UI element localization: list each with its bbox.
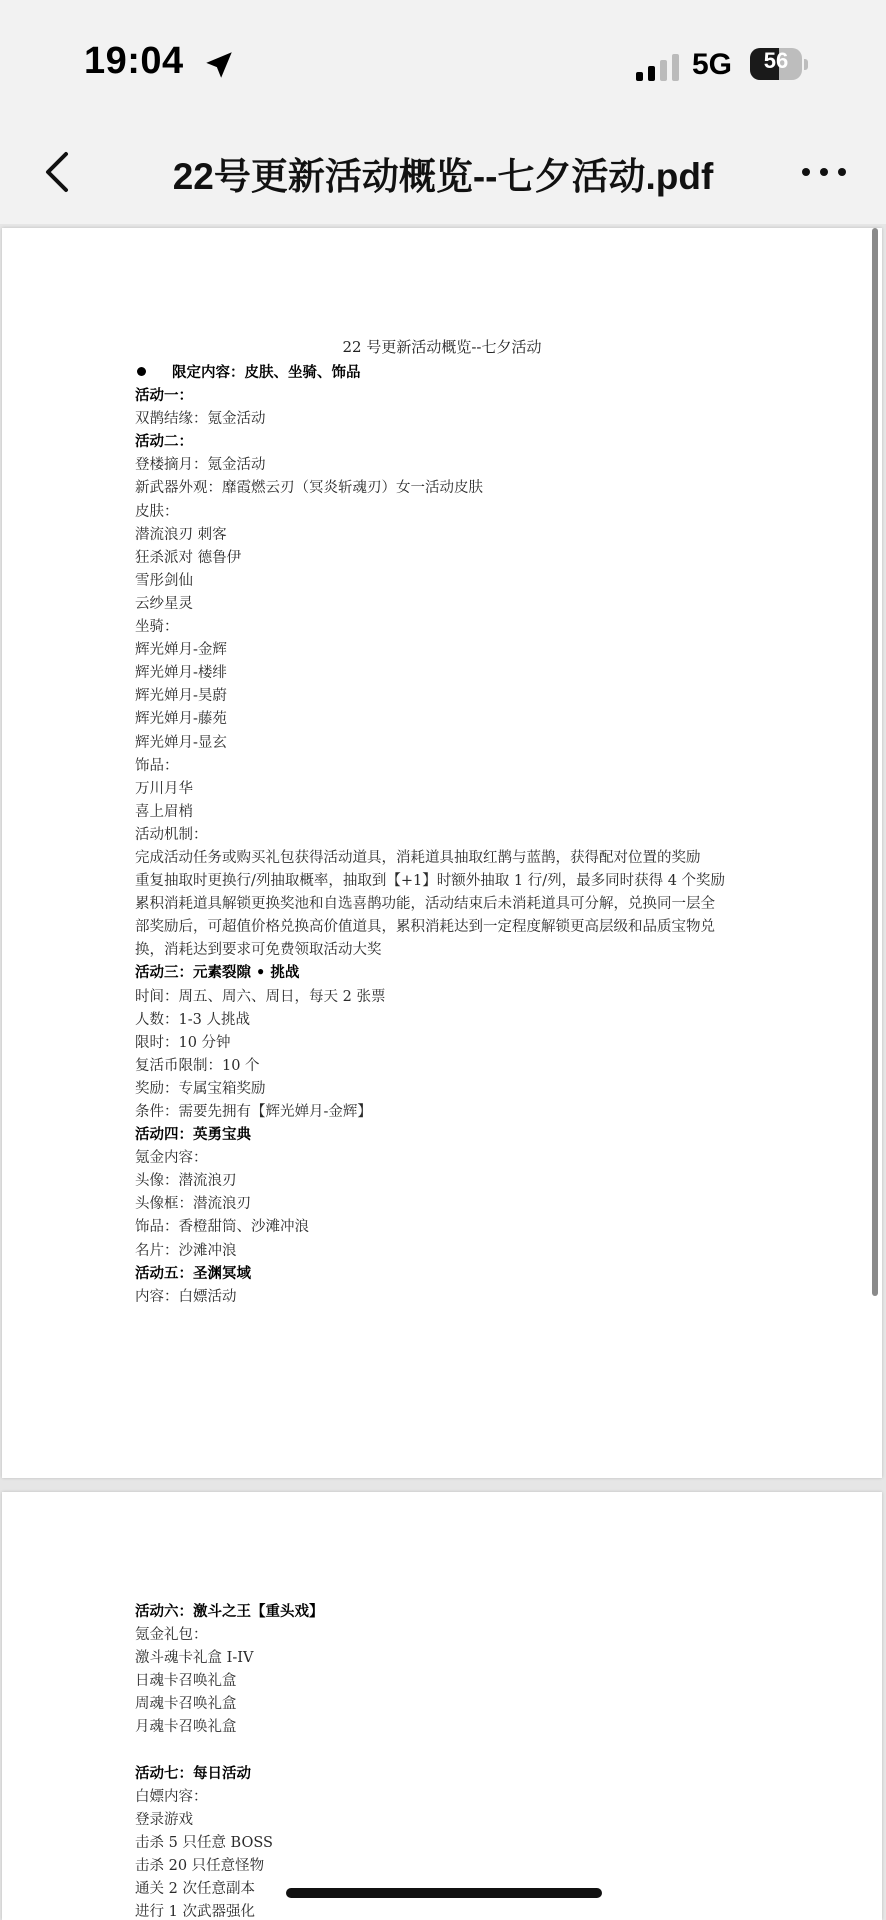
text-line bbox=[135, 731, 725, 754]
text-line bbox=[135, 1146, 725, 1169]
text-line bbox=[135, 754, 725, 777]
text-line bbox=[135, 615, 725, 638]
text-line-content: 双鹊结缘：氪金活动 bbox=[135, 411, 266, 428]
text-line bbox=[135, 846, 725, 869]
text-line bbox=[135, 546, 725, 569]
text-line bbox=[135, 1600, 324, 1623]
text-line-content: 限定内容：皮肤、坐骑、饰品 bbox=[172, 364, 361, 381]
text-line bbox=[135, 592, 725, 615]
text-line-content: 奖励：专属宝箱奖励 bbox=[135, 1080, 266, 1097]
text-line bbox=[135, 1054, 725, 1077]
text-line-content: 喜上眉梢 bbox=[135, 803, 193, 820]
text-line bbox=[135, 1785, 324, 1808]
location-arrow-icon bbox=[202, 48, 236, 82]
text-line bbox=[135, 1762, 324, 1785]
text-line-content: 重复抽取时更换行/列抽取概率，抽取到【+1】时额外抽取 1 行/列，最多同时获得 4 个奖励 bbox=[135, 873, 726, 890]
text-line bbox=[135, 915, 725, 938]
text-line bbox=[135, 1669, 324, 1692]
text-line-content: 活动一： bbox=[135, 387, 193, 405]
text-line-content: 坐骑： bbox=[135, 619, 179, 636]
text-line-content: 辉光婵月-藤苑 bbox=[135, 711, 227, 728]
text-line bbox=[135, 1192, 725, 1215]
text-line bbox=[135, 1285, 725, 1308]
text-line-content: 击杀 5 只任意 BOSS bbox=[135, 1834, 273, 1851]
text-line bbox=[135, 1715, 324, 1738]
text-line bbox=[135, 1077, 725, 1100]
text-line-content: 辉光婵月-显玄 bbox=[135, 734, 227, 751]
text-line-content: 活动七：每日活动 bbox=[135, 1764, 251, 1782]
text-line-content: 新武器外观：靡霞燃云刃（冥炎斩魂刃）女一活动皮肤 bbox=[135, 480, 483, 497]
text-line-content: 完成活动任务或购买礼包获得活动道具，消耗道具抽取红鹊与蓝鹊，获得配对位置的奖励 bbox=[135, 849, 701, 866]
text-line bbox=[135, 938, 725, 961]
text-line bbox=[135, 1854, 324, 1877]
text-line-content: 月魂卡召唤礼盒 bbox=[135, 1719, 237, 1736]
text-line bbox=[135, 1100, 725, 1123]
text-line bbox=[135, 823, 725, 846]
text-line bbox=[135, 800, 725, 823]
bullet-icon bbox=[137, 367, 146, 376]
text-line-content: 饰品： bbox=[135, 757, 179, 774]
text-line bbox=[135, 1646, 324, 1669]
text-line-content: 内容：白嫖活动 bbox=[135, 1288, 237, 1305]
text-line-content: 活动四：英勇宝典 bbox=[135, 1126, 251, 1144]
text-line-content: 周魂卡召唤礼盒 bbox=[135, 1696, 237, 1713]
battery-icon bbox=[750, 48, 808, 82]
text-line-content: 登楼摘月：氪金活动 bbox=[135, 457, 266, 474]
page-1-text bbox=[135, 361, 725, 1308]
status-time: 19:04 bbox=[84, 40, 184, 82]
text-line-content: 日魂卡召唤礼盒 bbox=[135, 1673, 237, 1690]
text-line-content: 换，消耗达到要求可免费领取活动大奖 bbox=[135, 942, 382, 959]
text-line-content: 活动二： bbox=[135, 433, 193, 451]
text-line bbox=[135, 1623, 324, 1646]
text-line bbox=[135, 1900, 324, 1920]
text-line bbox=[135, 1031, 725, 1054]
text-line bbox=[135, 476, 725, 499]
text-line-content: 狂杀派对 德鲁伊 bbox=[135, 549, 242, 566]
text-line bbox=[135, 985, 725, 1008]
pdf-page-1[interactable] bbox=[2, 228, 882, 1478]
text-line bbox=[135, 1215, 725, 1238]
text-line bbox=[135, 430, 725, 453]
text-line-content: 部奖励后，可超值价格兑换高价值道具，累积消耗达到一定程度解锁更高层级和品质宝物兑 bbox=[135, 919, 715, 936]
text-line-content: 头像：潜流浪刃 bbox=[135, 1173, 237, 1190]
text-line-content: 活动六：激斗之王【重头戏】 bbox=[135, 1603, 324, 1620]
document-heading: 22 号更新活动概览--七夕活动 bbox=[342, 338, 542, 356]
text-line-content: 云纱星灵 bbox=[135, 595, 193, 612]
text-line bbox=[135, 684, 725, 707]
text-line-content: 辉光婵月-楼绯 bbox=[135, 665, 227, 682]
text-line bbox=[135, 892, 725, 915]
network-type: 5G bbox=[692, 48, 733, 81]
text-line-content: 头像框：潜流浪刃 bbox=[135, 1196, 251, 1213]
text-line bbox=[135, 1739, 324, 1762]
text-line-content: 辉光婵月-昊蔚 bbox=[135, 688, 227, 705]
home-indicator[interactable] bbox=[286, 1888, 602, 1898]
text-line-content: 激斗魂卡礼盒 I-IV bbox=[135, 1650, 254, 1667]
text-line bbox=[135, 523, 725, 546]
text-line bbox=[135, 361, 725, 384]
text-line-content: 活动五：圣渊冥域 bbox=[135, 1264, 251, 1282]
text-line bbox=[135, 707, 725, 730]
cellular-signal-icon bbox=[636, 54, 682, 84]
more-options-icon[interactable] bbox=[794, 142, 854, 202]
status-bar bbox=[0, 0, 886, 120]
scrollbar[interactable] bbox=[872, 228, 878, 1296]
text-line-content: 万川月华 bbox=[135, 780, 193, 797]
text-line-content: 限时：10 分钟 bbox=[135, 1034, 231, 1051]
text-line bbox=[135, 777, 725, 800]
text-line-content: 饰品：香橙甜筒、沙滩冲浪 bbox=[135, 1219, 309, 1236]
text-line-content: 累积消耗道具解锁更换奖池和自选喜鹊功能，活动结束后未消耗道具可分解，兑换同一层全 bbox=[135, 896, 715, 913]
text-line bbox=[135, 569, 725, 592]
text-line bbox=[135, 1123, 725, 1146]
text-line-content: 进行 1 次武器强化 bbox=[135, 1904, 255, 1920]
text-line-content: 人数：1-3 人挑战 bbox=[135, 1011, 250, 1028]
pdf-page-2[interactable] bbox=[2, 1492, 882, 1920]
text-line bbox=[135, 453, 725, 476]
text-line bbox=[135, 1262, 725, 1285]
text-line-content: 活动三：元素裂隙 • 挑战 bbox=[135, 964, 300, 982]
text-line-content: 时间：周五、周六、周日，每天 2 张票 bbox=[135, 988, 386, 1005]
nav-bar bbox=[0, 120, 886, 224]
text-line-content: 潜流浪刃 刺客 bbox=[135, 526, 227, 543]
text-line bbox=[135, 661, 725, 684]
text-line bbox=[135, 1008, 725, 1031]
back-chevron-icon[interactable] bbox=[30, 142, 90, 202]
text-line-content: 氪金内容： bbox=[135, 1150, 208, 1167]
text-line-content: 辉光婵月-金辉 bbox=[135, 642, 227, 659]
text-line bbox=[135, 1831, 324, 1854]
document-title: 22号更新活动概览--七夕活动.pdf bbox=[172, 156, 714, 197]
text-line bbox=[135, 869, 725, 892]
text-line-content: 登录游戏 bbox=[135, 1811, 193, 1828]
text-line-content: 活动机制： bbox=[135, 826, 208, 843]
text-line-content: 白嫖内容： bbox=[135, 1788, 208, 1805]
text-line bbox=[135, 1239, 725, 1262]
text-line bbox=[135, 1169, 725, 1192]
text-line-content: 条件：需要先拥有【辉光婵月-金辉】 bbox=[135, 1104, 372, 1120]
text-line-content: 复活币限制：10 个 bbox=[135, 1057, 260, 1074]
page-2-text bbox=[135, 1600, 324, 1920]
text-line-content: 皮肤： bbox=[135, 503, 179, 520]
text-line-content: 名片：沙滩冲浪 bbox=[135, 1242, 237, 1259]
text-line-content: 击杀 20 只任意怪物 bbox=[135, 1858, 265, 1875]
text-line bbox=[135, 407, 725, 430]
text-line bbox=[135, 638, 725, 661]
text-line bbox=[135, 1692, 324, 1715]
text-line bbox=[135, 961, 725, 984]
text-line-content: 雪彤剑仙 bbox=[135, 572, 193, 589]
text-line bbox=[135, 500, 725, 523]
text-line bbox=[135, 1808, 324, 1831]
text-line-content: 氪金礼包： bbox=[135, 1627, 208, 1644]
battery-percent: 56 bbox=[763, 48, 789, 73]
text-line bbox=[135, 384, 725, 407]
text-line-content: 通关 2 次任意副本 bbox=[135, 1881, 255, 1898]
